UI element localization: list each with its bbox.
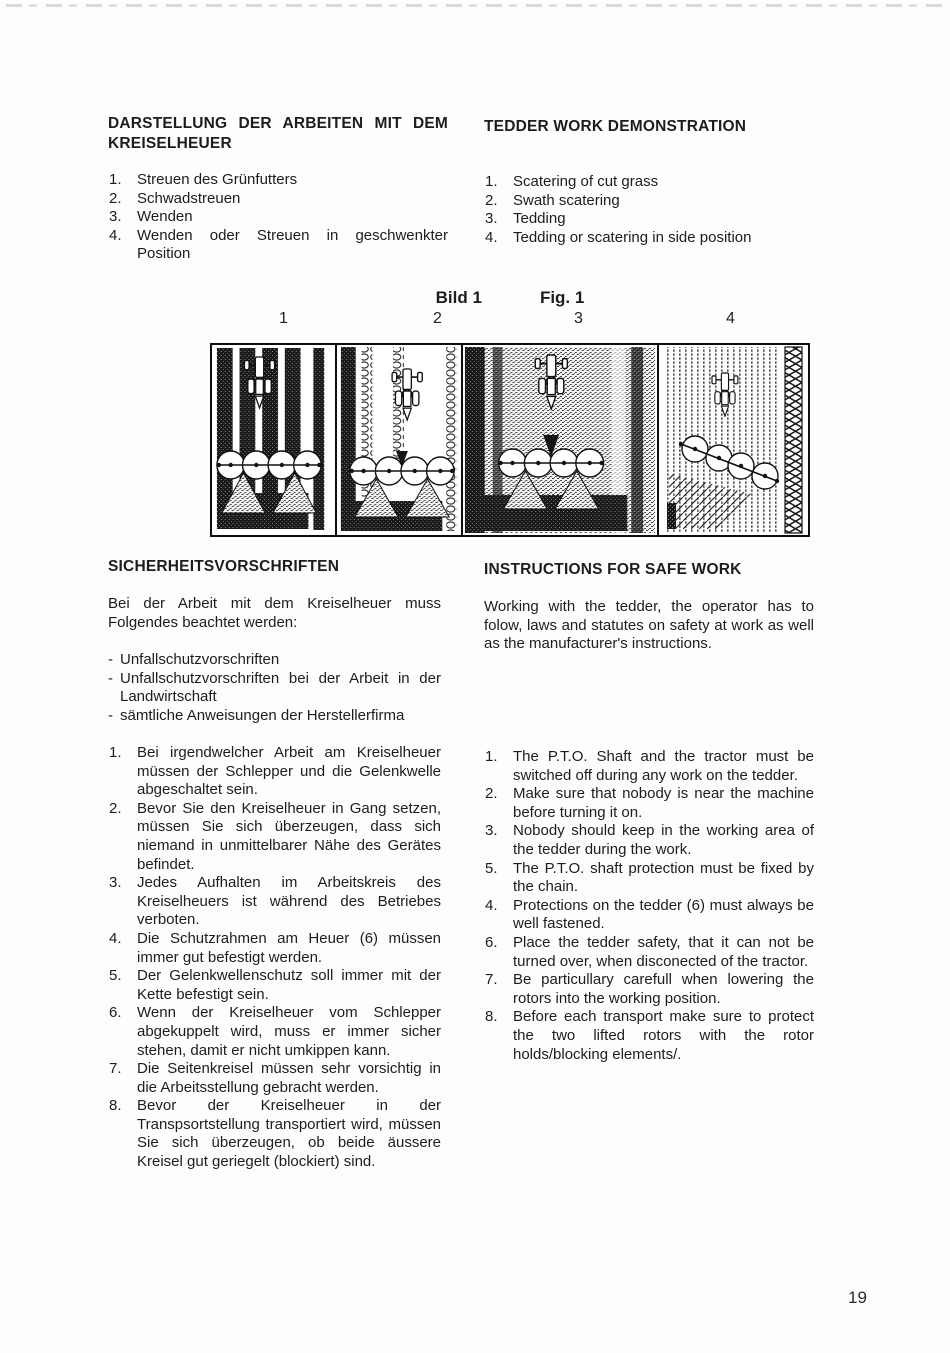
figure-label-en: Fig. 1 [539, 288, 585, 307]
rule-item [484, 1008, 814, 1064]
item-number: 2. [485, 191, 498, 209]
item-text: Wenden [137, 208, 193, 226]
rule-text: The P.T.O. shaft protection must be fixed by the chain. [513, 859, 814, 896]
list-item [108, 190, 448, 209]
rule-text: Bevor der Kreiselheuer in der Transpsortstellung transportiert wird, müssen Sie sich überzeugen, ob beide äussere Kreisel gut geriegelt (blockiert) sind. [137, 1097, 441, 1171]
figure-label-de: Bild 1 [435, 288, 482, 307]
item-text: Swath scatering [513, 191, 620, 209]
rule-number: 7. [485, 971, 498, 989]
german-title: DARSTELLUNG DER ARBEITEN MIT DEM KREISELHEUER [108, 115, 448, 152]
rule-number: 6. [485, 933, 498, 951]
rule-number: 1. [109, 744, 122, 761]
rule-number: 1. [485, 748, 498, 765]
item-number: 4. [109, 226, 122, 244]
rule-text: Bevor Sie den Kreiselheuer in Gang setzen, müssen Sie sich überzeugen, dass sich niemand in unmittelbarer Nähe des Gerätes befindet. [137, 799, 441, 873]
rule-item [484, 785, 814, 822]
list-item [484, 192, 816, 211]
item-number: 2. [109, 189, 122, 207]
english-safety-intro: Working with the tedder, the operator has to folow, laws and statutes on safety at work as well as the manufacturer's instructions. [484, 598, 814, 653]
item-number: 1. [109, 171, 122, 188]
rule-text: Die Seitenkreisel müssen sehr vorsichtig in die Arbeitsstellung gebracht werden. [137, 1060, 441, 1096]
rule-item [108, 874, 441, 930]
figure-panel-4 [659, 345, 808, 535]
panel-number-4: 4 [726, 310, 735, 327]
rule-number: 3. [485, 822, 498, 840]
rule-text: The P.T.O. Shaft and the tractor must be switched off during any work on the tedder. [513, 748, 814, 784]
item-text: Tedding [513, 210, 566, 228]
rule-text: Wenn der Kreiselheuer vom Schlepper abgekuppelt wird, muss er immer sicher stehen, damit er nicht umkippen kann. [137, 1004, 441, 1059]
rule-number: 7. [109, 1060, 122, 1078]
rule-item [108, 1097, 441, 1171]
english-work-list [484, 173, 816, 247]
item-text: Scatering of cut grass [513, 173, 659, 190]
item-number: 3. [109, 208, 122, 226]
item-text: Streuen des Grünfutters [137, 171, 298, 188]
figure-panel-3 [463, 345, 659, 535]
rule-text: Nobody should keep in the working area of the tedder during the work. [513, 822, 814, 858]
rule-item [484, 897, 814, 934]
item-text: Schwadstreuen [137, 189, 241, 207]
rule-text: Before each transport make sure to protect the two lifted rotors with the rotor holds/blocking elements/. [513, 1008, 814, 1063]
rule-item [484, 822, 814, 859]
panel-number-3: 3 [574, 310, 583, 327]
scan-artifact-line [6, 4, 942, 7]
bullet-text: Unfallschutzvorschriften bei der Arbeit in der Landwirtschaft [120, 669, 441, 706]
item-text: Wenden oder Streuen in geschwenkter Position [137, 226, 448, 263]
rule-text: Make sure that nobody is near the machine before turning it on. [513, 785, 814, 821]
rule-item [108, 1004, 441, 1060]
rule-text: Die Schutzrahmen am Heuer (6) müssen immer gut befestigt werden. [137, 929, 441, 966]
rule-text: Bei irgendwelcher Arbeit am Kreiselheuer müssen der Schlepper und die Gelenkwelle abgeschaltet sein. [137, 744, 441, 799]
bullet-item [108, 670, 441, 707]
rule-text: Jedes Aufhalten im Arbeitskreis des Kreiselheuers ist während des Betriebes verboten. [137, 874, 441, 929]
item-number: 3. [485, 210, 498, 228]
german-safety-bullets [108, 651, 441, 725]
panel-number-1: 1 [279, 310, 288, 327]
item-number: 4. [485, 228, 498, 246]
rule-number: 8. [109, 1097, 122, 1115]
rule-item [484, 860, 814, 897]
panel-number-2: 2 [433, 310, 442, 327]
figure-panel-2 [337, 345, 463, 535]
rule-item [484, 748, 814, 785]
rule-text: Der Gelenkwellenschutz soll immer mit der Kette befestigt sein. [137, 967, 441, 1003]
list-item [108, 171, 448, 190]
german-safety-rules [108, 744, 441, 1172]
bullet-text: Unfallschutzvorschriften [120, 651, 280, 668]
rule-text: Be particullary carefull when lowering the rotors into the working position. [513, 971, 814, 1007]
bullet-text: sämtliche Anweisungen der Herstellerfirma [120, 706, 405, 724]
rule-text: Protections on the tedder (6) must always be well fastened. [513, 896, 814, 933]
rule-item [108, 930, 441, 967]
bullet-item [108, 707, 441, 726]
rule-item [484, 934, 814, 971]
page-number: 19 [848, 1288, 867, 1307]
figure-panel-1 [212, 345, 337, 535]
dash-marker: - [108, 706, 113, 724]
german-safety-intro: Bei der Arbeit mit dem Kreiselheuer muss Folgendes beachtet werden: [108, 595, 441, 631]
rule-number: 5. [485, 859, 498, 877]
rule-text: Place the tedder safety, that it can not be turned over, when disconected of the tractor. [513, 933, 814, 970]
german-work-list [108, 171, 448, 264]
rule-number: 2. [109, 799, 122, 817]
dash-marker: - [108, 669, 113, 687]
list-item [108, 227, 448, 264]
rule-number: 8. [485, 1008, 498, 1026]
german-safety-title: SICHERHEITSVORSCHRIFTEN [108, 558, 340, 575]
rule-item [108, 967, 441, 1004]
rule-number: 4. [109, 929, 122, 947]
item-number: 1. [485, 173, 498, 190]
rule-number: 4. [485, 896, 498, 914]
english-safety-rules [484, 748, 814, 1064]
rule-item [108, 1060, 441, 1097]
rule-item [108, 744, 441, 800]
rule-number: 2. [485, 785, 498, 803]
rule-number: 3. [109, 874, 122, 892]
figure-panel-numbers [210, 310, 810, 332]
rule-number: 5. [109, 967, 122, 985]
list-item [108, 208, 448, 227]
bullet-item [108, 651, 441, 670]
rule-item [484, 971, 814, 1008]
list-item [484, 173, 816, 192]
dash-marker: - [108, 651, 113, 668]
figure-bild-1 [210, 343, 810, 537]
list-item [484, 229, 816, 248]
english-safety-title: INSTRUCTIONS FOR SAFE WORK [484, 561, 742, 578]
list-item [484, 210, 816, 229]
rule-number: 6. [109, 1004, 122, 1022]
figure-caption [210, 288, 810, 308]
rule-item [108, 800, 441, 874]
english-title: TEDDER WORK DEMONSTRATION [484, 118, 747, 135]
item-text: Tedding or scatering in side position [513, 228, 752, 246]
